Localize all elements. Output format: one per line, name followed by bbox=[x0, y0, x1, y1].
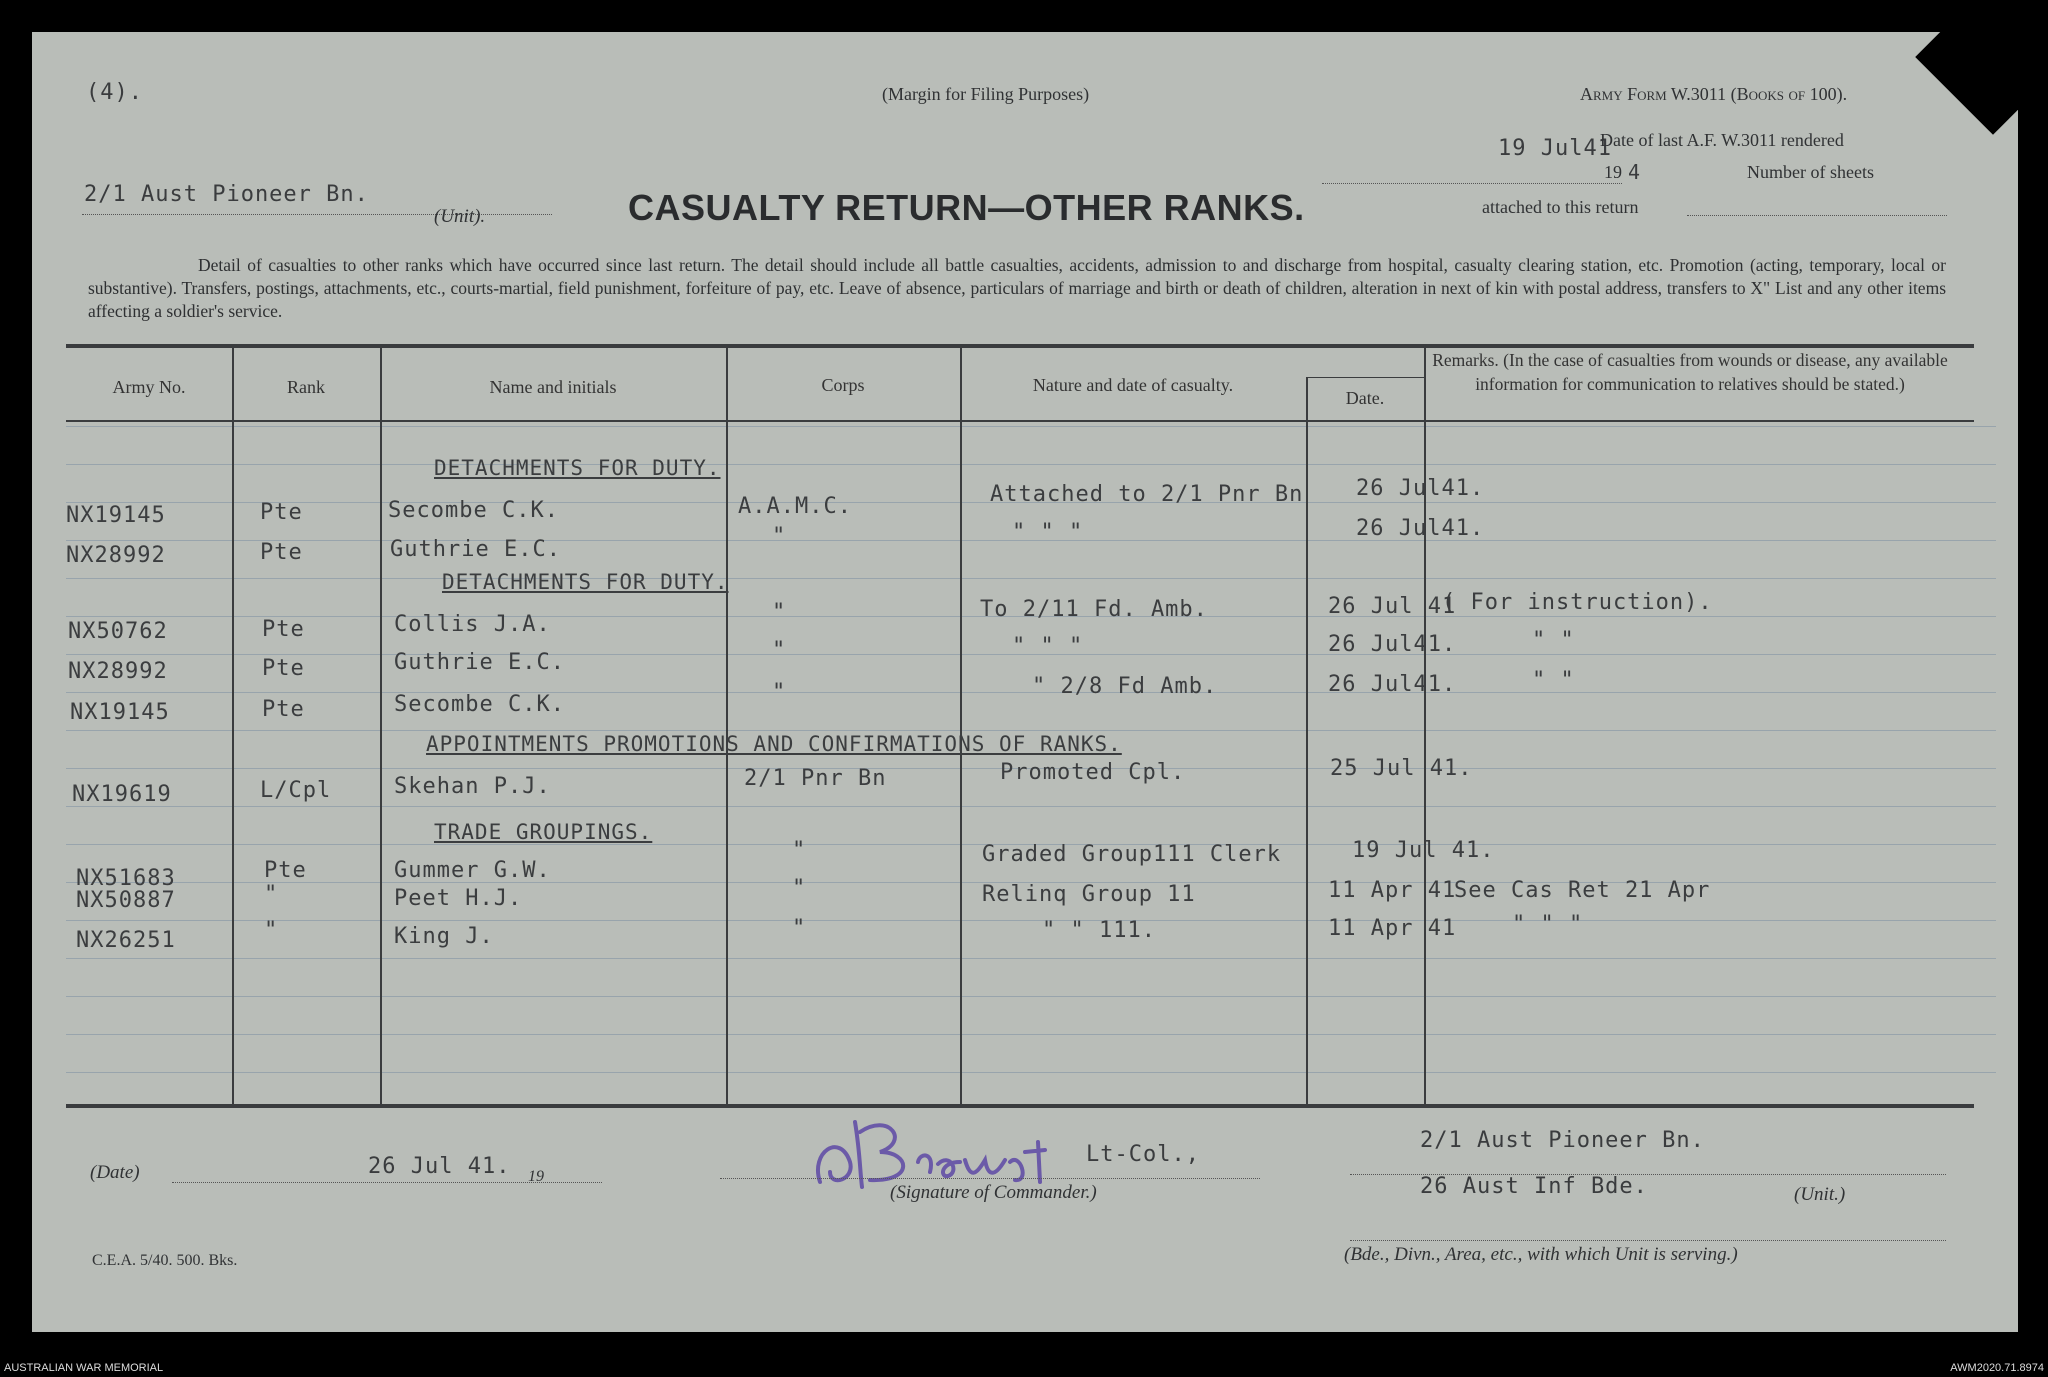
cell-army-no: NX50762 bbox=[68, 619, 168, 644]
cell-nature: Promoted Cpl. bbox=[1000, 760, 1186, 785]
attached-label: attached to this return bbox=[1482, 197, 1639, 217]
cell-nature: Graded Group111 Clerk bbox=[982, 842, 1282, 867]
cell-corps: " bbox=[772, 600, 787, 625]
ruled-line bbox=[66, 1034, 1996, 1035]
cell-date: 26 Jul41. bbox=[1356, 516, 1485, 541]
army-form-number: Army Form W.3011 (Books of 100). bbox=[1580, 84, 1848, 104]
cell-rank: Pte bbox=[260, 540, 303, 565]
cell-army-no: NX51683 bbox=[76, 866, 176, 891]
cell-army-no: NX26251 bbox=[76, 928, 176, 953]
archive-reference: AWM2020.71.8974 bbox=[1950, 1362, 2044, 1374]
cell-corps: " bbox=[792, 916, 807, 941]
date-label: (Date) bbox=[90, 1162, 140, 1183]
cell-corps: " bbox=[792, 876, 807, 901]
cell-rank: " bbox=[264, 882, 279, 907]
cell-corps: A.A.M.C. bbox=[738, 494, 852, 519]
signature-unit: 2/1 Aust Pioneer Bn. bbox=[1420, 1128, 1705, 1153]
ruled-line bbox=[66, 1072, 1996, 1073]
form-title: CASUALTY RETURN—OTHER RANKS. bbox=[628, 187, 1305, 228]
table-header-rule bbox=[66, 420, 1974, 422]
cell-rank: Pte bbox=[262, 656, 305, 681]
sheets-label: Number of sheets bbox=[1747, 162, 1874, 182]
cell-rank: Pte bbox=[260, 500, 303, 525]
ruled-line bbox=[66, 806, 1996, 807]
archive-footer-bar bbox=[0, 1332, 2048, 1377]
cell-name: Skehan P.J. bbox=[394, 774, 551, 799]
ruled-line bbox=[66, 692, 1996, 693]
cell-date: 26 Jul41. bbox=[1328, 672, 1457, 697]
col-header-date: Date. bbox=[1345, 388, 1385, 408]
cell-name: Guthrie E.C. bbox=[390, 537, 561, 562]
col-header-name: Name and initials bbox=[489, 377, 617, 397]
cell-remarks: ( For instruction). bbox=[1442, 590, 1713, 615]
ruled-line bbox=[66, 996, 1996, 997]
form-sheet bbox=[32, 32, 2018, 1332]
cell-corps: " bbox=[792, 838, 807, 863]
col-divider bbox=[1306, 377, 1308, 1106]
cell-rank: Pte bbox=[262, 697, 305, 722]
cell-nature: " " " bbox=[1012, 634, 1084, 659]
cell-rank: Pte bbox=[264, 858, 307, 883]
year-suffix: 19 bbox=[528, 1168, 544, 1185]
last-rendered-date: 19 Jul41 bbox=[1498, 136, 1612, 161]
cell-date: 19 Jul 41. bbox=[1352, 838, 1495, 863]
cell-date: 26 Jul41. bbox=[1328, 632, 1457, 657]
cell-army-no: NX28992 bbox=[66, 543, 166, 568]
col-header-remarks: Remarks. (In the case of casualties from wounds or disease, any available information for communication to relatives should be stated.) bbox=[1432, 350, 1948, 394]
col-header-corps: Corps bbox=[821, 375, 865, 395]
cell-name: Secombe C.K. bbox=[394, 692, 565, 717]
sheets-count: 4 bbox=[1628, 160, 1642, 184]
signature-brigade: 26 Aust Inf Bde. bbox=[1420, 1174, 1648, 1199]
section-heading: TRADE GROUPINGS. bbox=[434, 820, 653, 844]
cell-date: 26 Jul41. bbox=[1356, 476, 1485, 501]
ruled-line bbox=[66, 730, 1996, 731]
cell-rank: Pte bbox=[262, 617, 305, 642]
col-divider bbox=[1424, 346, 1426, 1106]
ruled-line bbox=[66, 464, 1996, 465]
section-heading: DETACHMENTS FOR DUTY. bbox=[434, 456, 721, 480]
signed-date: 26 Jul 41. bbox=[368, 1154, 511, 1179]
signature-line bbox=[720, 1178, 1260, 1179]
formation-label: (Bde., Divn., Area, etc., with which Unit is serving.) bbox=[1344, 1244, 1738, 1265]
last-rendered-label: Date of last A.F. W.3011 rendered bbox=[1600, 130, 1844, 150]
commander-rank: Lt-Col., bbox=[1086, 1142, 1200, 1167]
cell-name: King J. bbox=[394, 924, 494, 949]
cell-remarks: " " bbox=[1532, 668, 1575, 693]
cell-nature: " " 111. bbox=[1042, 918, 1156, 943]
commander-label: (Signature of Commander.) bbox=[890, 1182, 1097, 1203]
ruled-line bbox=[66, 958, 1996, 959]
col-header-army-no: Army No. bbox=[112, 377, 186, 397]
cell-date: 11 Apr 41 bbox=[1328, 878, 1457, 903]
archive-credit: AUSTRALIAN WAR MEMORIAL bbox=[4, 1362, 164, 1374]
ruled-line bbox=[66, 578, 1996, 579]
cell-name: Collis J.A. bbox=[394, 612, 551, 637]
instructions-text: Detail of casualties to other ranks which have occurred since last return. The detail should include all battle casualties, accidents, admission to and discharge from hospital, casualty clearing station, etc. Promotion (acting, temporary, local or substantive). Transfers, postings, attachments, etc., courts-martial, field punishment, forfeiture of pay, etc. Leave of absence, particulars of marriage and birth or death of children, alteration in next of kin with postal address, transfers to X" List and any other items affecting a soldier's service. bbox=[88, 255, 1946, 321]
section-heading: DETACHMENTS FOR DUTY. bbox=[442, 570, 729, 594]
date-header-rule bbox=[1306, 377, 1424, 378]
cell-army-no: NX19145 bbox=[70, 700, 170, 725]
cell-name: Gummer G.W. bbox=[394, 858, 551, 883]
cell-name: Guthrie E.C. bbox=[394, 650, 565, 675]
cell-date: 26 Jul 41 bbox=[1328, 594, 1457, 619]
col-divider bbox=[726, 346, 728, 1106]
formation-line bbox=[1350, 1240, 1946, 1241]
unit-value: 2/1 Aust Pioneer Bn. bbox=[84, 182, 369, 207]
cell-corps: 2/1 Pnr Bn bbox=[744, 766, 887, 791]
col-divider bbox=[380, 346, 382, 1106]
cell-nature: Attached to 2/1 Pnr Bn bbox=[990, 482, 1304, 507]
ruled-line bbox=[66, 426, 1996, 427]
cell-nature: " " " bbox=[1012, 520, 1084, 545]
cell-rank: " bbox=[264, 918, 279, 943]
page-number: (4). bbox=[86, 80, 143, 105]
cell-corps: " bbox=[772, 524, 787, 549]
unit-sig-label: (Unit.) bbox=[1794, 1184, 1846, 1205]
cell-army-no: NX19619 bbox=[72, 782, 172, 807]
cell-date: 25 Jul 41. bbox=[1330, 756, 1473, 781]
cell-nature: " 2/8 Fd Amb. bbox=[1032, 674, 1218, 699]
ruled-line bbox=[66, 920, 1996, 921]
cell-date: 11 Apr 41 bbox=[1328, 916, 1457, 941]
cell-corps: " bbox=[772, 638, 787, 663]
cell-remarks: " " " bbox=[1512, 912, 1584, 937]
cell-name: Peet H.J. bbox=[394, 886, 523, 911]
margin-note: (Margin for Filing Purposes) bbox=[882, 84, 1090, 104]
col-header-nature: Nature and date of casualty. bbox=[1032, 375, 1234, 395]
cell-name: Secombe C.K. bbox=[388, 498, 559, 523]
cell-corps: " bbox=[772, 680, 787, 705]
cell-army-no: NX19145 bbox=[66, 503, 166, 528]
cell-army-no: NX28992 bbox=[68, 659, 168, 684]
year-prefix: 19 bbox=[1322, 162, 1622, 184]
printer-note: C.E.A. 5/40. 500. Bks. bbox=[92, 1252, 238, 1269]
cell-nature: Relinq Group 11 bbox=[982, 882, 1196, 907]
attached-line bbox=[1687, 215, 1947, 216]
cell-army-no: NX50887 bbox=[76, 888, 176, 913]
cell-remarks: See Cas Ret 21 Apr bbox=[1454, 878, 1711, 903]
col-divider bbox=[232, 346, 234, 1106]
unit-label: (Unit). bbox=[434, 206, 486, 227]
cell-nature: To 2/11 Fd. Amb. bbox=[980, 597, 1208, 622]
col-header-rank: Rank bbox=[287, 377, 325, 397]
section-heading: APPOINTMENTS PROMOTIONS AND CONFIRMATIONS OF RANKS. bbox=[426, 732, 1122, 756]
cell-rank: L/Cpl bbox=[260, 778, 332, 803]
cell-remarks: " " bbox=[1532, 628, 1575, 653]
col-divider bbox=[960, 346, 962, 1106]
